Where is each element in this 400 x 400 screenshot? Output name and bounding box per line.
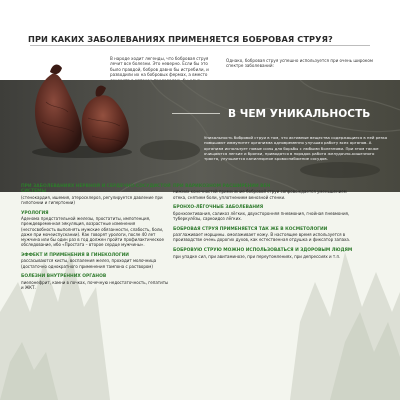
section-body: разглаживает морщины. омолаживает кожу. В настоящее время используется в производстве очень дорогих духов, как естественная отдушка и фиксатор запаха.: [173, 232, 351, 243]
section-heading: ПРИ ВАРИКОЗНОМ РАСШИРЕНИИ ВЕН: [173, 184, 271, 189]
section-body: рассасываются кисты, воспаления желез, проходит молочница (достаточно однократного применения тампона с раствором): [21, 258, 157, 269]
section-cosmetology: [173, 227, 353, 243]
section-body: при упадке сил, при авитаминозе, при переутомлениях, при депрессиях и т.п.: [173, 253, 341, 259]
section-body: нижних конечностей применение бобровой струи сопровождается уменьшением отека, снятием боли, уплотнением венозной стенки.: [173, 189, 347, 200]
uniqueness-text: Уникальность бобровой струи в том, что активные вещества содержащиеся в ней резко повышают иммунитет организма одновременно улучшая работу всех органов. А организм использует новые силы для борьбы с любыми болезнями. При этом также очищаются легкие и бронхи, приводятся в порядок работа желудочно-кишечного тракта, улучшается капиллярное кровоснабжение сосудов.: [204, 135, 388, 162]
section-body: (стенокардия, ишемия, атеросклероз, регулируется давление при гипотонии и гипертонии): [21, 194, 163, 206]
beaver-gland-image: [22, 52, 142, 162]
section-internal-organs: [21, 274, 171, 290]
section-heading: БОБРОВУЮ СТРУЮ МОЖНО ИСПОЛЬЗОВАТЬСЯ И ЗДОРОВЫМ ЛЮДЯМ: [173, 248, 353, 254]
section-gynecology: [21, 253, 171, 269]
section-heading: ПРИ ЗАБОЛЕВАНИЯХ НЕРВНОЙ И СЕРДЕЧНО-СОСУДИСТОЙ СИСТЕМЫ: [21, 184, 171, 195]
section-heading: БРОНХО-ЛЁГОЧНЫЕ ЗАБОЛЕВАНИЯ: [173, 205, 264, 211]
section-heading: БОБРОВАЯ СТРУЯ ПРИМЕНЯЕТСЯ ТАК ЖЕ В КОСМЕТОЛОГИИ: [173, 226, 328, 232]
left-column: [21, 184, 171, 296]
right-column: [173, 184, 353, 264]
title-divider: [30, 45, 370, 46]
intro-right-text: Однако, бобровая струя успешно используется при очень широком спектре заболеваний:: [226, 58, 373, 69]
section-body: бронхоэктивания, саликоз лёгких, двухсторонняя пневмония, гнойная пневмония, туберкулёзы, саркоидоз лёгких.: [173, 210, 350, 222]
page-title: ПРИ КАКИХ ЗАБОЛЕВАНИЯХ ПРИМЕНЯЕТСЯ БОБРОВАЯ СТРУЯ?: [28, 34, 333, 44]
section-bronchopulmonary: [173, 205, 353, 221]
section-heading: УРОЛОГИЯ: [21, 210, 49, 216]
intro-left-text: В народе ходит легенды, что бобровая струя лечит все болезни. Это неверно. Если бы это было правдой, бобров давно бы истребили, и разводили их на бобровых фермах, а вместо: [110, 56, 209, 78]
section-nervous-cardio: [21, 184, 171, 205]
section-urology: [21, 211, 171, 248]
section-body: пиелонефрит, камни в почках, почечную недостаточность, гепатиты и ЖКТ.: [21, 279, 169, 291]
uniqueness-title-line: [172, 113, 220, 114]
section-heading: ЭФФЕКТ И ПРИМЕНЕНИЯ В ГИНЕКОЛОГИИ: [21, 253, 129, 259]
section-heading: БОЛЕЗНИ ВНУТРЕННИХ ОРГАНОВ: [21, 274, 107, 280]
section-varicose: [173, 184, 353, 200]
section-body: Аденома предстательной железы, простатиты, импотенция, преждевременная эякуляция, возрастные изменения (несгосвобность выполнять мужские обязанности, слабость, боли, даже при мочеиспускании). Как говорят урологи, после 40 лет мужчина или бы один раз в год должен пройти профилактическое обследование, ибо «Простата – второе сердце мужчины».: [21, 216, 164, 248]
uniqueness-title: В ЧЕМ УНИКАЛЬНОСТЬ: [228, 108, 371, 120]
section-healthy-people: [173, 248, 353, 259]
